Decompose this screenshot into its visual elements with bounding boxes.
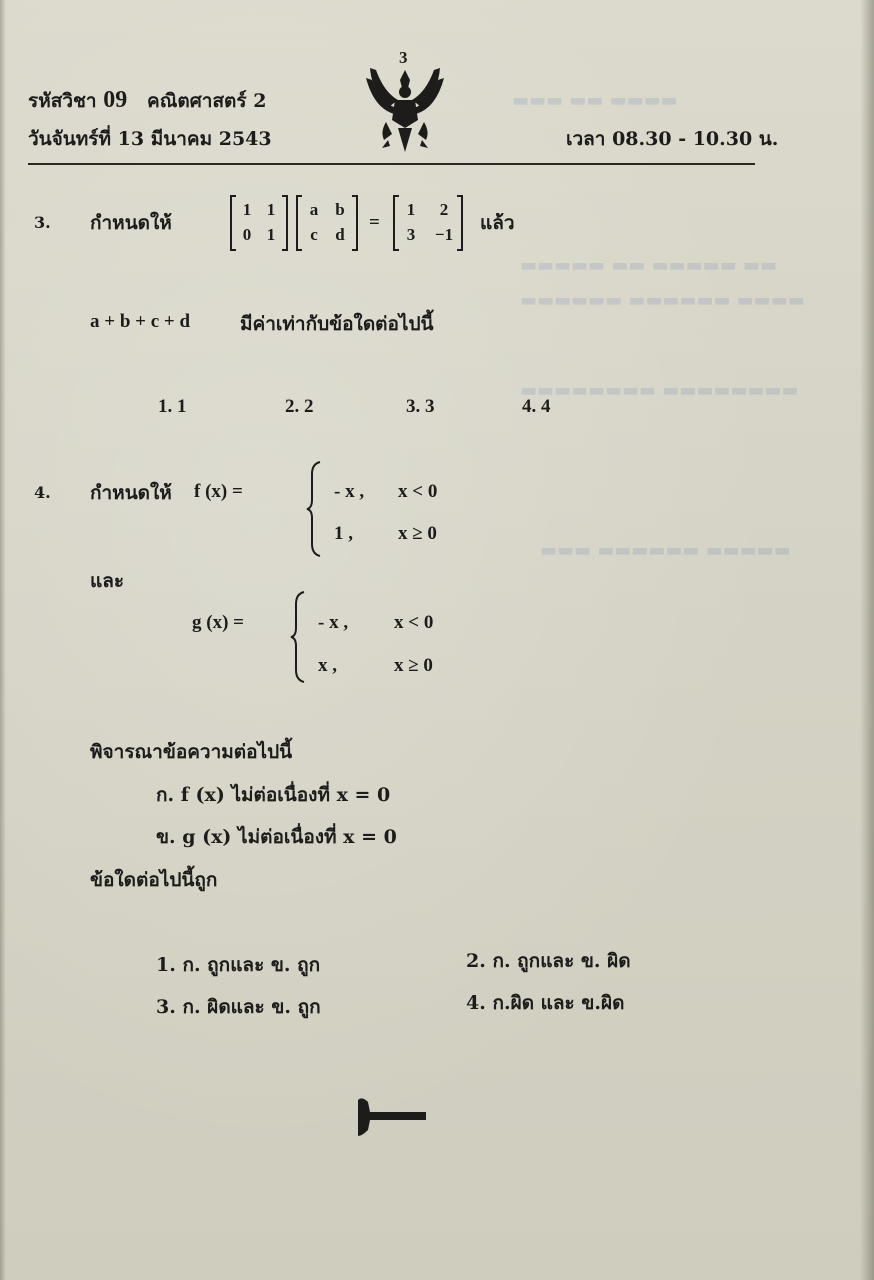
which-prompt: ข้อใดต่อไปนี้ถูก <box>90 869 218 891</box>
statement-b: ข. g (x) ไม่ต่อเนื่องที่ x = 0 <box>156 826 397 848</box>
f-case-2-expr: 1 , <box>334 523 353 544</box>
question-3-intro: กำหนดให้ <box>90 212 172 234</box>
bleed-through-text: ▬▬▬▬▬▬▬▬ ▬▬▬▬▬▬▬▬ <box>520 380 799 401</box>
exam-time: เวลา 08.30 - 10.30 น. <box>566 128 779 150</box>
question-3-then: แล้ว <box>480 212 515 234</box>
subject-name: คณิตศาสตร์ 2 <box>147 90 267 112</box>
bleed-through-text: ▬▬▬▬▬▬ ▬▬▬▬▬▬ ▬▬▬▬ <box>520 290 805 311</box>
f-brace <box>306 460 324 558</box>
g-case-1-expr: - x , <box>318 612 349 633</box>
exam-date: วันจันทร์ที่ 13 มีนาคม 2543 <box>28 128 272 150</box>
question-4-choice-2[interactable]: 2. ก. ถูกและ ข. ผิด <box>466 950 631 972</box>
page-shadow-right <box>860 0 874 1280</box>
question-3-choice-1[interactable]: 1. 1 <box>158 396 187 417</box>
g-case-1-cond: x < 0 <box>394 612 434 633</box>
matrix-b: a b c d <box>296 195 358 251</box>
f-case-1-expr: - x , <box>334 481 365 502</box>
garuda-emblem <box>362 48 448 156</box>
bleed-through-text: ▬▬▬▬▬ ▬▬ ▬▬▬▬▬ ▬▬ <box>520 255 777 276</box>
and-label: และ <box>90 570 125 592</box>
f-case-2-cond: x ≥ 0 <box>398 523 437 544</box>
subject-code: 09 <box>103 87 128 113</box>
consider-statements: พิจารณาข้อความต่อไปนี้ <box>90 741 293 763</box>
question-3-choice-2[interactable]: 2. 2 <box>285 396 314 417</box>
page-number: 3 <box>399 48 408 67</box>
statement-a: ก. f (x) ไม่ต่อเนื่องที่ x = 0 <box>156 784 391 806</box>
question-3-expression: a + b + c + d <box>90 311 191 332</box>
question-3-choice-3[interactable]: 3. 3 <box>406 396 435 417</box>
question-4-choice-1[interactable]: 1. ก. ถูกและ ข. ถูก <box>156 954 321 976</box>
matrix-a: 1 1 0 1 <box>230 195 288 251</box>
bleed-through-text: ▬▬▬ ▬▬▬▬▬▬ ▬▬▬▬▬ <box>540 540 791 561</box>
turn-page-arrow-icon <box>356 1096 428 1138</box>
g-case-2-expr: x , <box>318 655 337 676</box>
bleed-through-text: ▬▬▬ ▬▬ ▬▬▬▬ <box>512 90 678 111</box>
subject-code-label: รหัสวิชา <box>28 90 97 112</box>
question-4-intro: กำหนดให้ <box>90 482 172 504</box>
question-4-number: 4. <box>34 483 51 502</box>
g-label: g (x) = <box>192 612 244 633</box>
g-brace <box>290 590 308 684</box>
f-label: f (x) = <box>194 481 243 502</box>
matrix-equals: = <box>369 212 380 233</box>
question-3-choice-4[interactable]: 4. 4 <box>522 396 551 417</box>
matrix-c: 1 2 3 −1 <box>393 195 463 251</box>
f-case-1-cond: x < 0 <box>398 481 438 502</box>
subject-code-row <box>28 86 266 116</box>
question-4-choice-3[interactable]: 3. ก. ผิดและ ข. ถูก <box>156 996 321 1018</box>
page-shadow-left <box>0 0 6 1280</box>
header-divider <box>28 163 755 165</box>
question-4-choice-4[interactable]: 4. ก.ผิด และ ข.ผิด <box>466 992 625 1014</box>
question-3-number: 3. <box>34 213 51 232</box>
g-case-2-cond: x ≥ 0 <box>394 655 433 676</box>
question-3-prompt: มีค่าเท่ากับข้อใดต่อไปนี้ <box>240 313 434 335</box>
